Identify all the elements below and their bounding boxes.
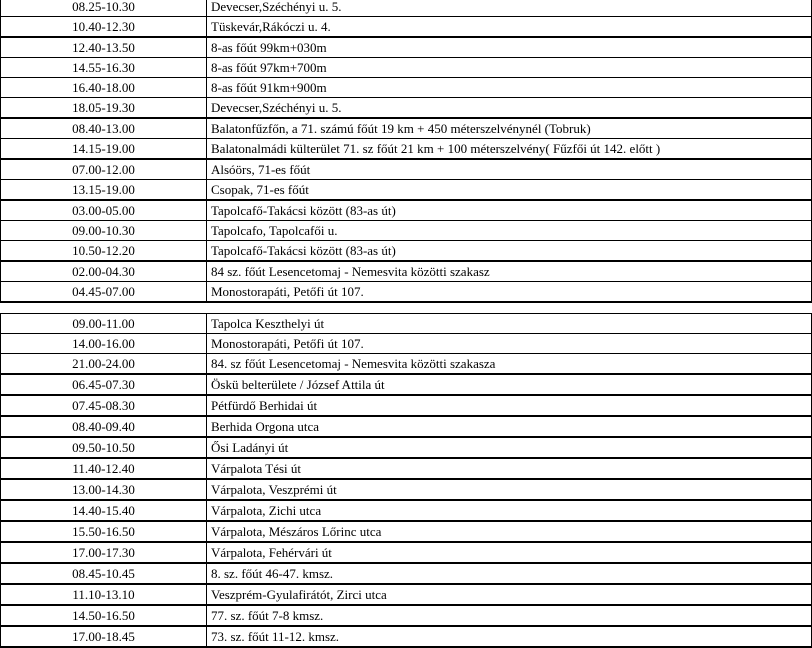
table-row [1,334,812,354]
location-cell: Veszprém-Gyulafirátót, Zirci utca [207,584,812,605]
location-cell: Csopak, 71-es főút [207,180,812,201]
table-row [1,542,812,563]
time-cell: 07.00-12.00 [1,159,207,180]
location-cell: Öskü belterülete / József Attila út [207,374,812,395]
location-cell: Devecser,Széchényi u. 5. [207,0,812,17]
location-cell: 84 sz. főút Lesencetomaj - Nemesvita közötti szakasz [207,261,812,282]
table-row [1,221,812,241]
table-row [1,605,812,626]
table-row [1,78,812,98]
location-cell: Alsóörs, 71-es főút [207,159,812,180]
time-cell: 03.00-05.00 [1,200,207,221]
table-row [1,180,812,201]
location-cell: Monostorapáti, Petőfi út 107. [207,282,812,303]
time-cell: 08.40-13.00 [1,118,207,139]
location-cell: Várpalota, Zichi utca [207,500,812,521]
time-cell: 07.45-08.30 [1,395,207,416]
table-row [1,500,812,521]
table-row [1,282,812,303]
table-row [1,58,812,78]
time-cell: 14.55-16.30 [1,58,207,78]
location-cell: Devecser,Széchényi u. 5. [207,98,812,119]
location-cell: 8-as főút 97km+700m [207,58,812,78]
location-cell: Ősi Ladányi út [207,437,812,458]
time-cell: 09.00-11.00 [1,314,207,334]
time-cell: 14.00-16.00 [1,334,207,354]
time-cell: 14.50-16.50 [1,605,207,626]
time-cell: 08.40-09.40 [1,416,207,437]
table-row [1,437,812,458]
schedule-table-2 [0,313,812,648]
location-cell: 8-as főút 99km+030m [207,37,812,58]
table-row [1,374,812,395]
location-cell: Pétfürdő Berhidai út [207,395,812,416]
location-cell: Várpalota, Mészáros Lőrinc utca [207,521,812,542]
time-cell: 09.00-10.30 [1,221,207,241]
table-row [1,37,812,58]
location-cell: 8-as főút 91km+900m [207,78,812,98]
table-row [1,261,812,282]
time-cell: 09.50-10.50 [1,437,207,458]
table-row [1,241,812,262]
table-row [1,479,812,500]
location-cell: Várpalota, Veszprémi út [207,479,812,500]
table-row [1,354,812,375]
table-row [1,0,812,17]
table-row [1,17,812,38]
table-row [1,159,812,180]
table-row [1,458,812,479]
time-cell: 17.00-18.45 [1,626,207,647]
location-cell: Tapolcafo, Tapolcafői u. [207,221,812,241]
table-row [1,139,812,160]
location-cell: Tapolcafő-Takácsi között (83-as út) [207,200,812,221]
location-cell: Balatonfűzfőn, a 71. számú főút 19 km + 450 méterszelvénynél (Tobruk) [207,118,812,139]
location-cell: Berhida Orgona utca [207,416,812,437]
location-cell: Várpalota, Fehérvári út [207,542,812,563]
table-row [1,200,812,221]
time-cell: 11.10-13.10 [1,584,207,605]
table-row [1,416,812,437]
location-cell: 77. sz. főút 7-8 kmsz. [207,605,812,626]
table-row [1,626,812,647]
time-cell: 21.00-24.00 [1,354,207,375]
time-cell: 08.45-10.45 [1,563,207,584]
location-cell: Várpalota Tési út [207,458,812,479]
time-cell: 10.50-12.20 [1,241,207,262]
time-cell: 13.00-14.30 [1,479,207,500]
table-row [1,118,812,139]
table-row [1,584,812,605]
table-row [1,98,812,119]
time-cell: 15.50-16.50 [1,521,207,542]
table-row [1,563,812,584]
time-cell: 08.25-10.30 [1,0,207,17]
location-cell: 84. sz főút Lesencetomaj - Nemesvita közötti szakasza [207,354,812,375]
location-cell: 73. sz. főút 11-12. kmsz. [207,626,812,647]
time-cell: 11.40-12.40 [1,458,207,479]
schedule-table-1 [0,0,812,303]
time-cell: 16.40-18.00 [1,78,207,98]
location-cell: Balatonalmádi külterület 71. sz főút 21 km + 100 méterszelvény( Fűzfői út 142. előtt ) [207,139,812,160]
time-cell: 17.00-17.30 [1,542,207,563]
time-cell: 10.40-12.30 [1,17,207,38]
table-row [1,314,812,334]
time-cell: 14.40-15.40 [1,500,207,521]
location-cell: Monostorapáti, Petőfi út 107. [207,334,812,354]
location-cell: 8. sz. főút 46-47. kmsz. [207,563,812,584]
time-cell: 14.15-19.00 [1,139,207,160]
time-cell: 02.00-04.30 [1,261,207,282]
location-cell: Tapolcafő-Takácsi között (83-as út) [207,241,812,262]
table-row [1,395,812,416]
time-cell: 06.45-07.30 [1,374,207,395]
time-cell: 18.05-19.30 [1,98,207,119]
location-cell: Tapolca Keszthelyi út [207,314,812,334]
time-cell: 13.15-19.00 [1,180,207,201]
location-cell: Tüskevár,Rákóczi u. 4. [207,17,812,38]
table-row [1,521,812,542]
time-cell: 12.40-13.50 [1,37,207,58]
time-cell: 04.45-07.00 [1,282,207,303]
